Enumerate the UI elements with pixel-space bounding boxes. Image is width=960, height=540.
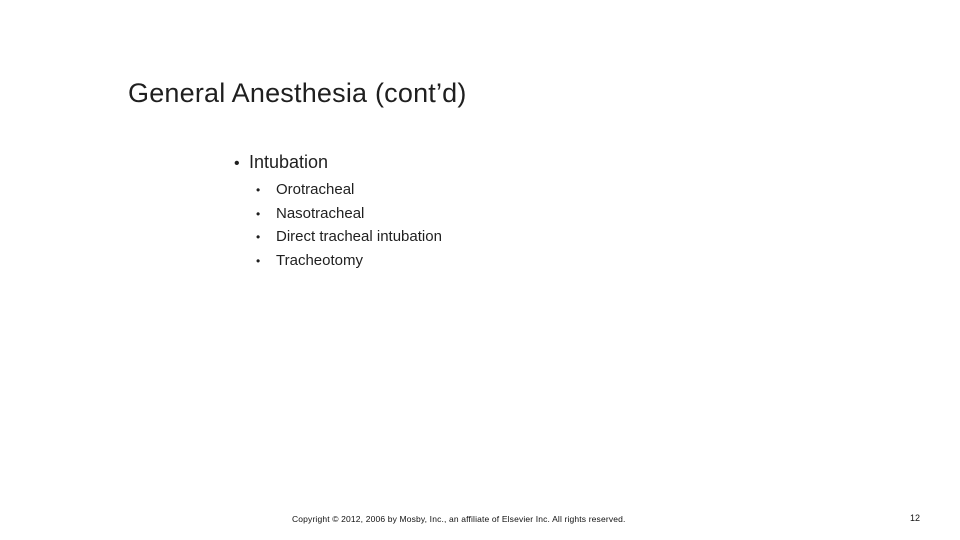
sub-bullet-item [256, 228, 442, 252]
bullet-icon: • [234, 155, 240, 172]
sub-bullet-item [256, 205, 442, 229]
sub-bullet-item [256, 181, 442, 205]
slide-title: General Anesthesia (cont’d) [128, 78, 467, 108]
bullet-list [234, 152, 442, 276]
sub-bullet-list [256, 181, 442, 276]
page-number: 12 [910, 513, 921, 523]
sub-bullet-item [256, 252, 442, 276]
bullet-icon: • [256, 254, 261, 269]
sub-bullet-text: Orotracheal [276, 181, 355, 198]
bullet-text: Intubation [249, 152, 329, 172]
bullet-icon: • [256, 206, 261, 221]
bullet-item-intubation [234, 152, 442, 178]
bullet-icon: • [256, 183, 261, 197]
sub-bullet-text: Tracheotomy [276, 252, 363, 270]
bullet-icon: • [256, 230, 261, 245]
sub-bullet-text: Nasotracheal [276, 204, 365, 222]
copyright-footer: Copyright © 2012, 2006 by Mosby, Inc., an affiliate of Elsevier Inc. All rights reserved. [292, 514, 626, 524]
sub-bullet-text: Direct tracheal intubation [276, 228, 442, 246]
